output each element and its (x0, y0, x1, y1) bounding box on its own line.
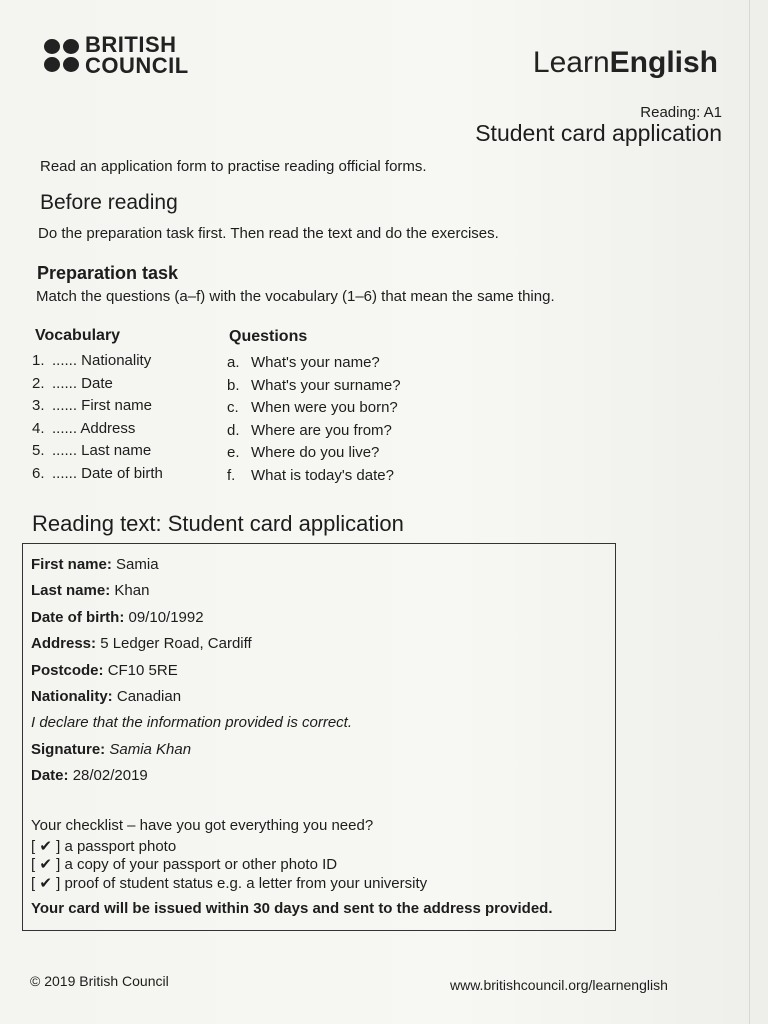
list-item: 3. ...... First name (32, 397, 153, 415)
form-field-first-name: First name: Samia (31, 556, 159, 573)
list-item: b. What's your surname? (227, 376, 401, 394)
footer-url: www.britishcouncil.org/learnenglish (450, 977, 668, 993)
form-field-postcode: Postcode: CF10 5RE (31, 661, 178, 679)
list-item: 4. ...... Address (32, 419, 136, 437)
final-note: Your card will be issued within 30 days and sent to the address provided. (31, 900, 553, 918)
checklist-item: [ ✔ ] proof of student status e.g. a letter from your university (31, 874, 428, 892)
form-field-address: Address: 5 Ledger Road, Cardiff (31, 635, 252, 653)
list-item: 1. ...... Nationality (32, 352, 152, 369)
intro-text: Read an application form to practise reading official forms. (40, 158, 427, 175)
declaration-text: I declare that the information provided is correct. (31, 714, 352, 732)
list-item: a. What's your name? (227, 354, 380, 371)
list-item: 6. ...... Date of birth (32, 464, 163, 482)
list-item: f. What is today's date? (227, 466, 394, 484)
preparation-heading: Preparation task (37, 263, 179, 283)
page-edge (749, 0, 750, 1024)
document-title: Student card application (475, 120, 722, 146)
checklist-heading: Your checklist – have you got everything you need? (31, 816, 374, 834)
check-icon: ✔ (39, 837, 52, 855)
british-council-logo (44, 34, 189, 76)
questions-list (227, 352, 401, 488)
questions-heading: Questions (229, 328, 308, 345)
application-form (22, 543, 616, 931)
list-item: d. Where are you from? (227, 421, 392, 439)
form-field-date: Date: 28/02/2019 (31, 767, 148, 785)
learnenglish-brand: LearnEnglish (532, 46, 718, 79)
check-icon: ✔ (39, 856, 52, 874)
preparation-text: Match the questions (a–f) with the vocabulary (1–6) that mean the same thing. (36, 288, 555, 305)
logo-line-1: BRITISH (85, 32, 177, 57)
checklist-item: [ ✔ ] a copy of your passport or other photo ID (31, 856, 338, 874)
checklist-item: [ ✔ ] a passport photo (31, 837, 177, 855)
vocabulary-list (32, 350, 163, 486)
list-item: c. When were you born? (227, 399, 398, 417)
form-field-nationality: Nationality: Canadian (31, 687, 182, 705)
reading-heading: Reading text: Student card application (32, 511, 404, 536)
copyright: © 2019 British Council (30, 973, 169, 989)
list-item: 2. ...... Date (32, 374, 113, 392)
logo-line-2: COUNCIL (85, 53, 189, 78)
before-reading-heading: Before reading (40, 191, 178, 214)
vocabulary-heading: Vocabulary (35, 327, 121, 344)
level-label: Reading: A1 (640, 104, 722, 121)
form-field-last-name: Last name: Khan (31, 582, 150, 600)
check-icon: ✔ (39, 874, 52, 892)
form-field-date-of-birth: Date of birth: 09/10/1992 (31, 608, 204, 626)
list-item: e. Where do you live? (227, 444, 380, 462)
before-reading-text: Do the preparation task first. Then read the text and do the exercises. (38, 225, 499, 242)
form-field-signature: Signature: Samia Khan (31, 740, 192, 758)
list-item: 5. ...... Last name (32, 442, 152, 460)
logo-dots-icon (44, 39, 79, 72)
